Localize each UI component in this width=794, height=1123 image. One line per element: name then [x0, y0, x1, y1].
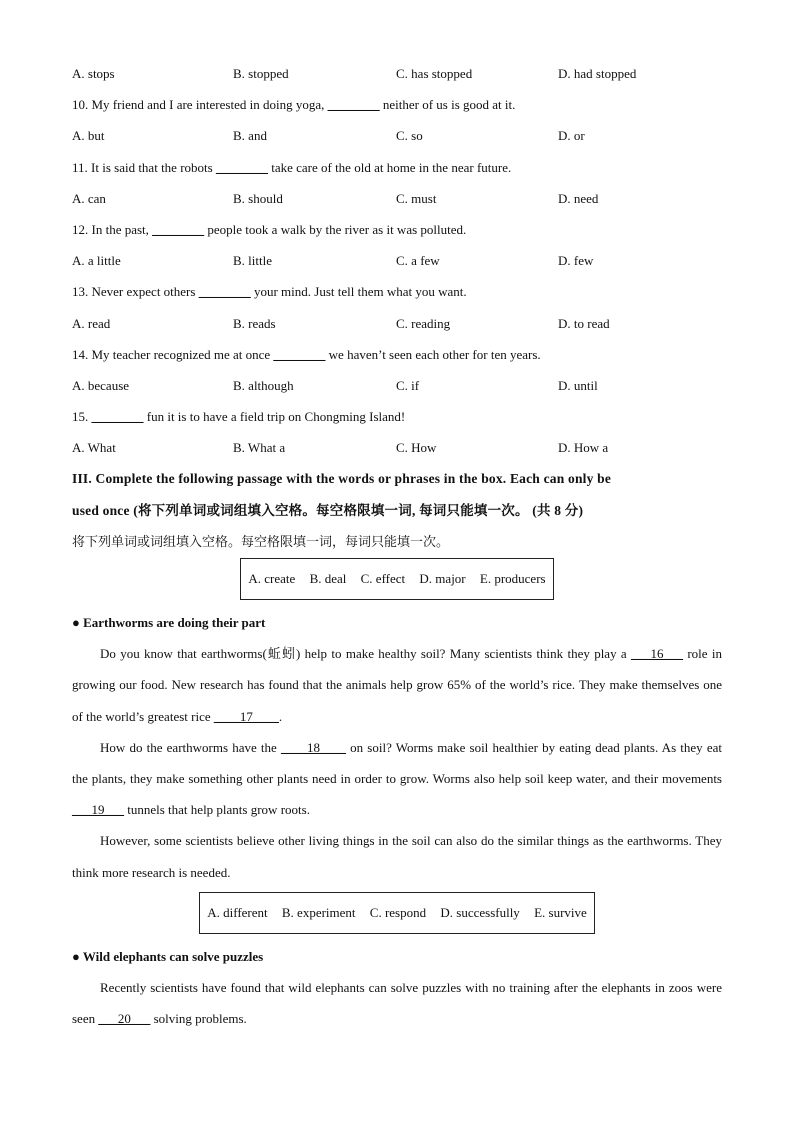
- q9-options: [72, 58, 722, 89]
- option[interactable]: D. need: [558, 190, 599, 206]
- word-box-2-wrap: [72, 891, 722, 941]
- question-14: 14. My teacher recognized me at once ________ we haven’t seen each other for ten years.: [72, 339, 722, 370]
- answer-blank[interactable]: ________: [198, 284, 251, 300]
- question-11: 11. It is said that the robots ________ take care of the old at home in the near future.: [72, 152, 722, 183]
- paragraph: How do the earthworms have the ____18____ on soil? Worms make soil healthier by eating dead plants. As they eat the plants, they make something other plants need in order to grow. Worms also help soil keep water, and their movements ___19___ tunnels that help plants grow roots.: [72, 739, 722, 818]
- option[interactable]: C. How: [396, 440, 437, 456]
- option[interactable]: A. read: [72, 315, 111, 331]
- option[interactable]: C. reading: [396, 315, 451, 331]
- option[interactable]: B. should: [233, 190, 283, 206]
- q13-options: [72, 308, 722, 339]
- word-option: B. deal: [309, 571, 347, 587]
- option[interactable]: C. has stopped: [396, 66, 473, 81]
- question-15: 15. ________ fun it is to have a field trip on Chongming Island!: [72, 401, 722, 432]
- answer-blank[interactable]: ___19___: [72, 802, 124, 818]
- option[interactable]: B. What a: [233, 440, 286, 456]
- option[interactable]: A. can: [72, 190, 106, 206]
- option[interactable]: A. stops: [72, 66, 115, 81]
- word-option: E. producers: [479, 571, 546, 587]
- word-option: C. respond: [369, 904, 427, 920]
- q11-options: [72, 183, 722, 214]
- answer-blank[interactable]: ____17____: [213, 708, 279, 724]
- option[interactable]: D. had stopped: [558, 66, 637, 81]
- q10-options: [72, 120, 722, 151]
- word-option: A. different: [207, 904, 268, 920]
- option[interactable]: B. although: [233, 377, 294, 393]
- option[interactable]: D. few: [558, 253, 594, 269]
- answer-blank[interactable]: ________: [152, 221, 205, 237]
- option[interactable]: C. a few: [396, 253, 440, 269]
- word-option: E. survive: [534, 904, 587, 920]
- option[interactable]: D. or: [558, 128, 585, 144]
- option[interactable]: A. because: [72, 377, 130, 393]
- worksheet-page: [72, 58, 722, 1034]
- answer-blank[interactable]: ________: [273, 346, 326, 362]
- option[interactable]: B. stopped: [233, 66, 289, 81]
- option[interactable]: A. What: [72, 440, 116, 456]
- q15-options: [72, 432, 722, 463]
- option[interactable]: D. to read: [558, 315, 610, 331]
- option[interactable]: C. must: [396, 190, 437, 206]
- paragraph: Recently scientists have found that wild elephants can solve puzzles with no training after the elephants in zoos were seen ___20___ solving problems.: [72, 980, 722, 1027]
- paragraph: However, some scientists believe other living things in the soil can also do the similar things as the earthworms. They think more research is needed.: [72, 833, 722, 880]
- question-10: 10. My friend and I are interested in doing yoga, ________ neither of us is good at it.: [72, 89, 722, 120]
- word-box: [240, 558, 553, 600]
- option[interactable]: B. reads: [233, 315, 276, 331]
- option[interactable]: C. so: [396, 128, 423, 144]
- option[interactable]: D. How a: [558, 440, 609, 456]
- option[interactable]: B. little: [233, 253, 272, 269]
- word-option: C. effect: [360, 571, 406, 587]
- passage-heading: ● Earthworms are doing their part: [72, 615, 266, 631]
- answer-blank[interactable]: ________: [91, 409, 144, 425]
- question-13: 13. Never expect others ________ your mind. Just tell them what you want.: [72, 276, 722, 307]
- answer-blank[interactable]: ___16___: [631, 646, 684, 662]
- word-option: D. major: [419, 571, 466, 587]
- option[interactable]: A. but: [72, 128, 105, 144]
- question-12: 12. In the past, ________ people took a walk by the river as it was polluted.: [72, 214, 722, 245]
- q14-options: [72, 370, 722, 401]
- option[interactable]: C. if: [396, 377, 420, 393]
- word-option: B. experiment: [281, 904, 356, 920]
- word-option: A. create: [248, 571, 296, 587]
- option[interactable]: D. until: [558, 377, 598, 393]
- word-box: [199, 892, 595, 934]
- option[interactable]: A. a little: [72, 253, 121, 269]
- section-instruction: 将下列单词或词组填入空格。每空格限填一词，每词只能填一次。: [72, 533, 450, 549]
- answer-blank[interactable]: ________: [327, 97, 380, 113]
- word-box-1-wrap: [72, 557, 722, 607]
- word-option: D. successfully: [440, 904, 520, 920]
- answer-blank[interactable]: ____18____: [280, 739, 346, 755]
- answer-blank[interactable]: ________: [215, 159, 268, 175]
- passage-heading: ● Wild elephants can solve puzzles: [72, 948, 264, 964]
- option[interactable]: B. and: [233, 128, 267, 144]
- paragraph: Do you know that earthworms(蚯蚓) help to make healthy soil? Many scientists think they play a ___16___ role in growing our food. New research has found that the animals help grow 65% of the world’s rice. They make themselves one of the world’s greatest rice ____17____.: [72, 646, 722, 724]
- section-title: III. Complete the following passage with the words or phrases in the box. Each can only be used once (将下列单词或词组填入空格。每空格限填一词, 每词只能填一次。 (共 8 分): [72, 471, 612, 518]
- answer-blank[interactable]: ___20___: [98, 1011, 151, 1027]
- q12-options: [72, 245, 722, 276]
